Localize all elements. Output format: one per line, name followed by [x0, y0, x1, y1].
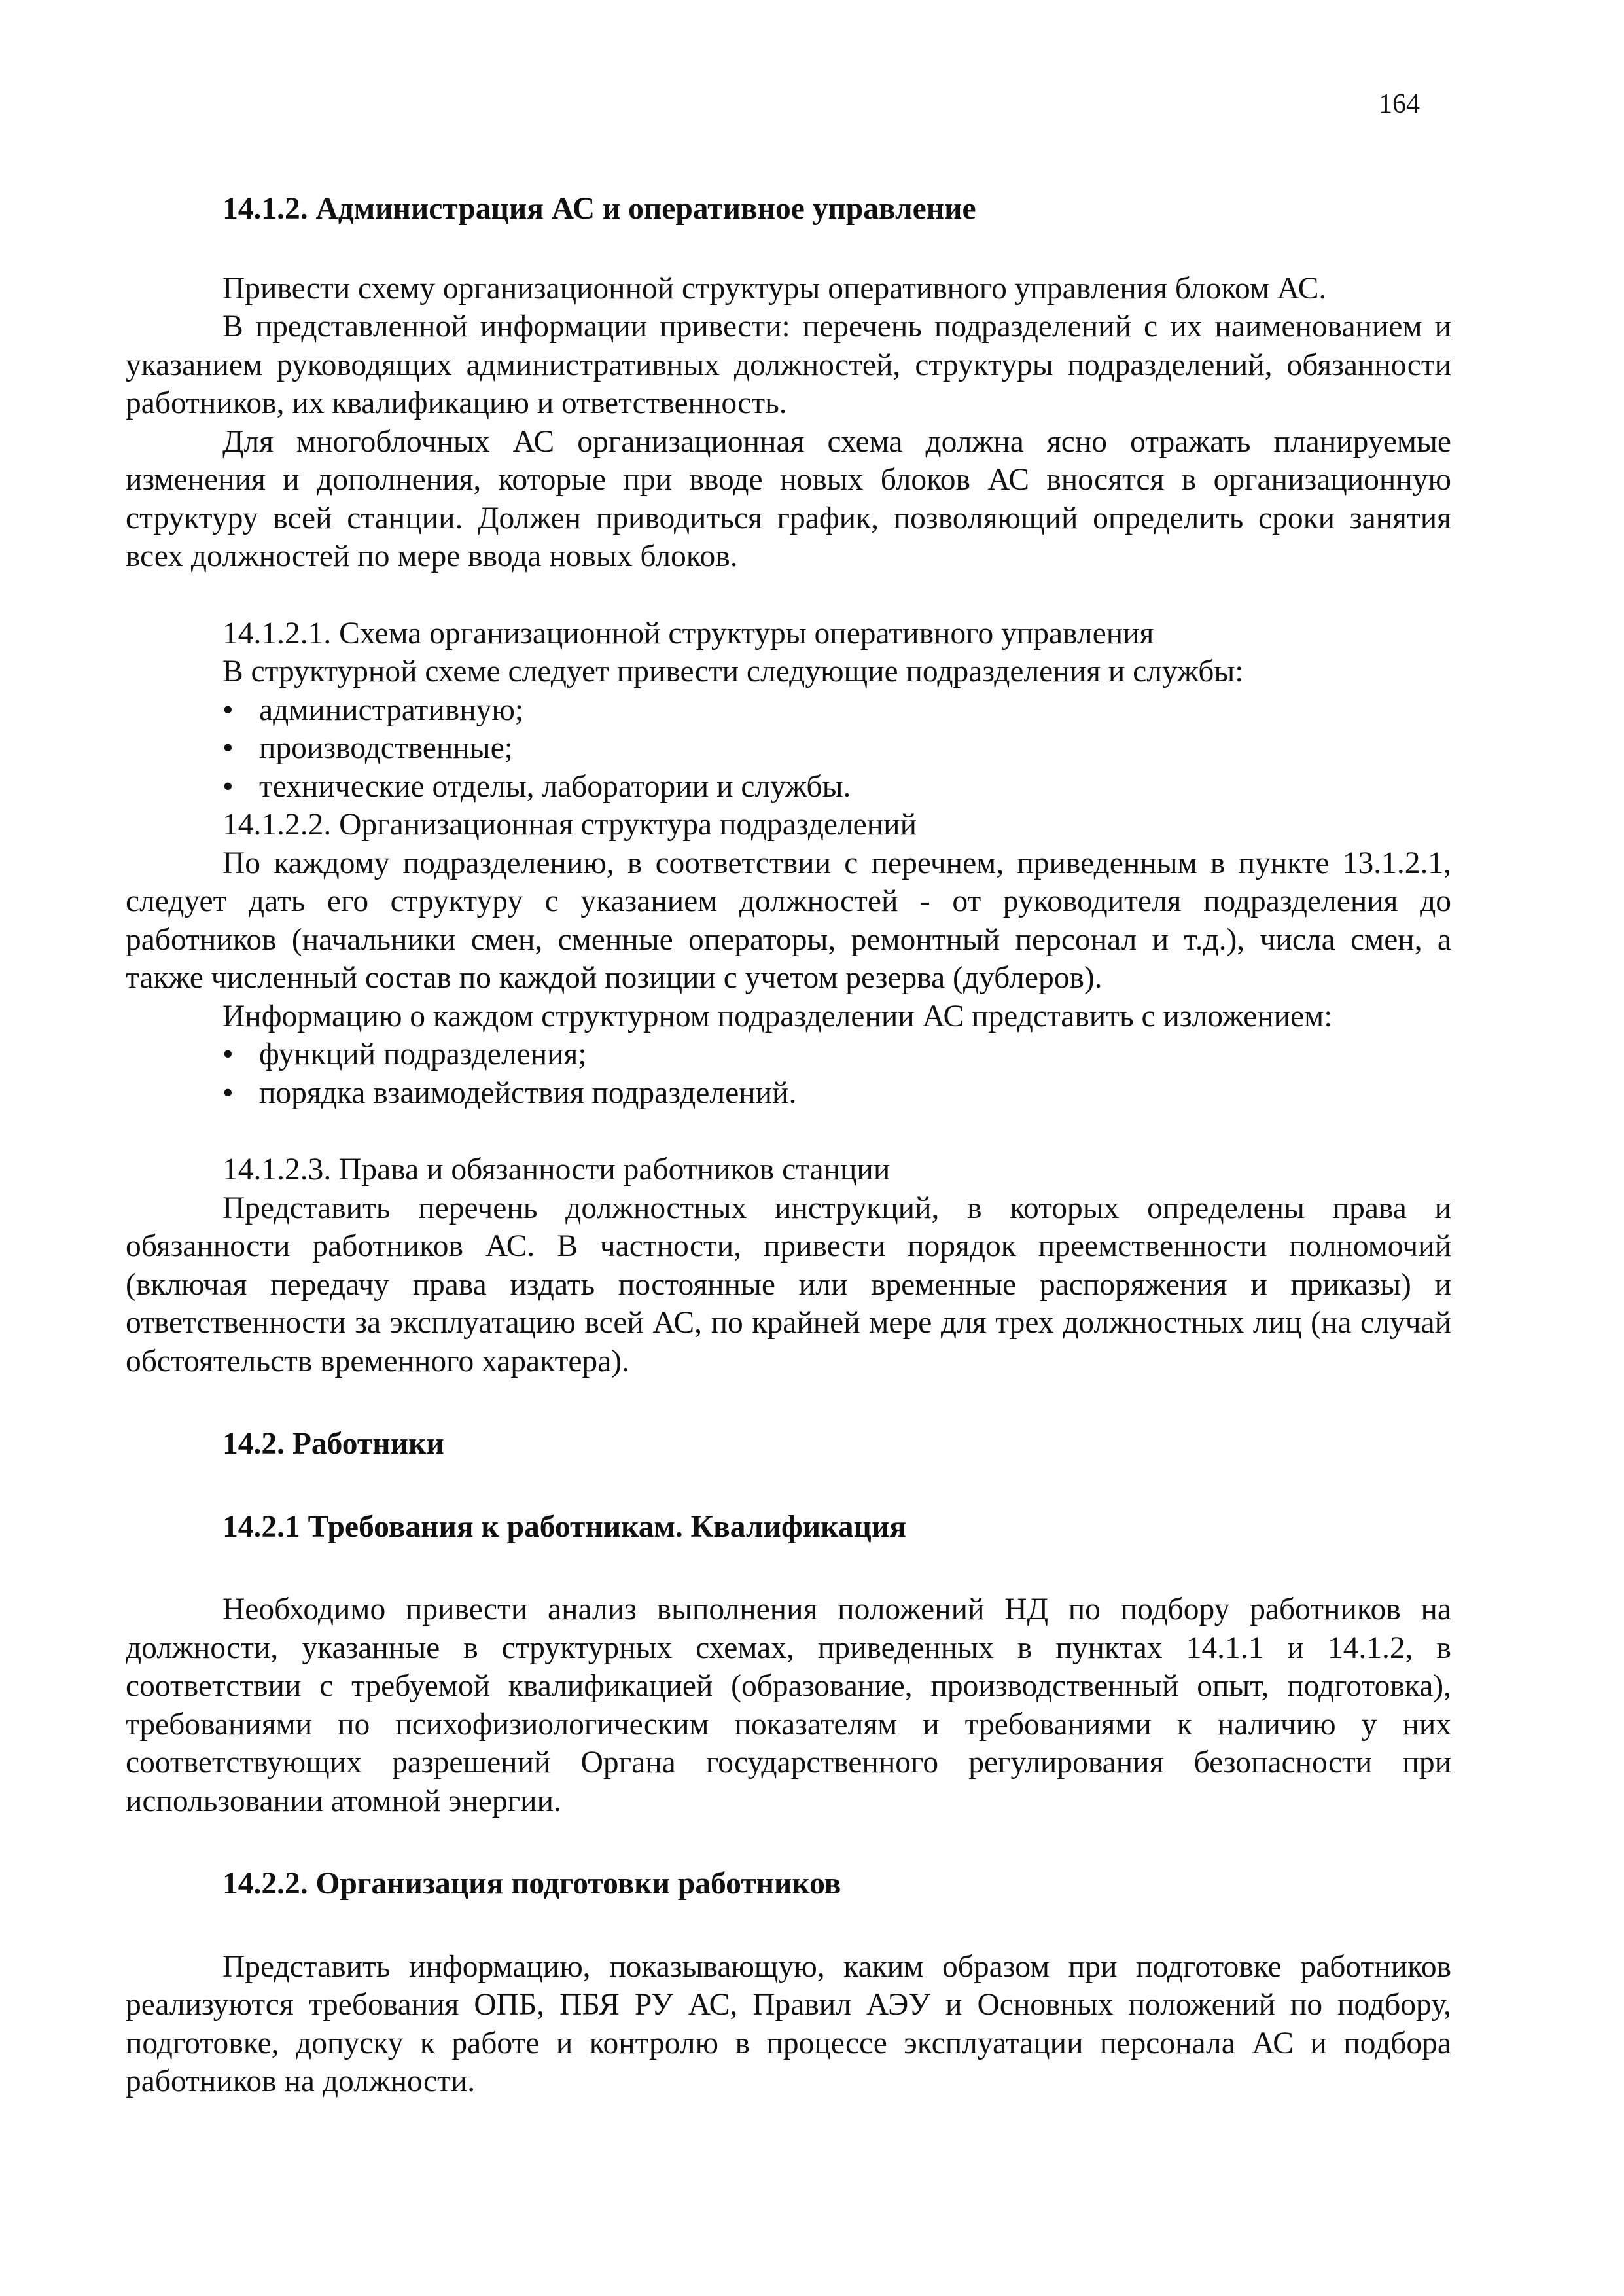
spacer: [126, 1820, 1451, 1865]
list-item: [222, 1035, 1451, 1074]
list-item: [222, 768, 1451, 806]
subsection-title-14-1-2-3: 14.1.2.3. Права и обязанности работников станции: [222, 1153, 891, 1187]
list-intro: В структурной схеме следует привести следующие подразделения и службы:: [222, 655, 1244, 689]
bullet-list: [126, 691, 1451, 806]
subsection-title-14-1-2-1: 14.1.2.1. Схема организационной структуры оперативного управления: [222, 616, 1154, 651]
list-item: [222, 1074, 1451, 1113]
document-body: [126, 190, 1451, 2101]
spacer: [126, 576, 1451, 615]
spacer: [126, 1903, 1451, 1948]
section-heading-14-1-2: 14.1.2. Администрация АС и оперативное управление: [222, 192, 976, 226]
paragraph: Представить перечень должностных инструкций, в которых определены права и обязанности работников АС. В частности, привести порядок преемственности полномочий (включая передачу права издать постоянные или временные распоряжения и приказы) и ответственности за эксплуатацию всей АС, по крайней мере для трех должностных лиц (на случай обстоятельств временного характера).: [126, 1191, 1451, 1378]
spacer: [126, 1380, 1451, 1425]
bullet-icon: •: [222, 769, 234, 804]
page-number: 164: [1379, 89, 1420, 119]
section-heading-14-2-1: 14.2.1 Требования к работникам. Квалификация: [222, 1509, 906, 1544]
paragraph: По каждому подразделению, в соответствии с перечнем, приведенным в пункте 13.1.2.1, следует дать его структуру с указанием должностей - от руководителя подразделения до работников (начальники смен, сменные операторы, ремонтный персонал и т.д.), числа смен, а также численный состав по каждой позиции с учетом резерва (дублеров).: [126, 846, 1451, 995]
paragraph: В представленной информации привести: перечень подразделений с их наименованием и указанием руководящих административных должностей, структуры подразделений, обязанности работников, их квалификацию и ответственность.: [126, 310, 1451, 420]
spacer: [126, 1112, 1451, 1151]
bullet-icon: •: [222, 731, 234, 765]
bullet-icon: •: [222, 692, 234, 727]
list-item-text: производственные;: [259, 731, 513, 765]
section-heading-14-2: 14.2. Работники: [222, 1427, 444, 1461]
bullet-icon: •: [222, 1037, 234, 1071]
subsection-title-14-1-2-2: 14.1.2.2. Организационная структура подразделений: [222, 808, 917, 842]
spacer: [126, 1463, 1451, 1508]
bullet-icon: •: [222, 1075, 234, 1110]
section-heading-14-2-2: 14.2.2. Организация подготовки работников: [222, 1867, 841, 1901]
list-item-text: административную;: [259, 692, 524, 727]
list-item-text: технические отделы, лаборатории и службы.: [259, 769, 851, 804]
list-item-text: порядка взаимодействия подразделений.: [259, 1075, 797, 1110]
bullet-list: [126, 1035, 1451, 1112]
list-item: [222, 691, 1451, 730]
paragraph: Необходимо привести анализ выполнения положений НД по подбору работников на должности, указанные в структурных схемах, приведенных в пунктах 14.1.1 и 14.1.2, в соответствии с требуемой квалификацией (образование, производственный опыт, подготовка), требованиями по психофизиологическим показателям и требованиями к наличию у них соответствующих разрешений Органа государственного регулирования безопасности при использовании атомной энергии.: [126, 1592, 1451, 1818]
paragraph: Представить информацию, показывающую, каким образом при подготовке работников реализуются требования ОПБ, ПБЯ РУ АС, Правил АЭУ и Основных положений по подбору, подготовке, допуску к работе и контролю в процессе эксплуатации персонала АС и подбора работников на должности.: [126, 1949, 1451, 2098]
list-item-text: функций подразделения;: [259, 1037, 587, 1071]
list-item: [222, 729, 1451, 768]
spacer: [126, 1546, 1451, 1590]
paragraph: Привести схему организационной структуры оперативного управления блоком АС.: [222, 271, 1327, 306]
list-intro: Информацию о каждом структурном подразделении АС представить с изложением:: [222, 999, 1333, 1033]
spacer: [126, 228, 1451, 270]
paragraph: Для многоблочных АС организационная схема должна ясно отражать планируемые изменения и дополнения, которые при вводе новых блоков АС вносятся в организационную структуру всей станции. Должен приводиться график, позволяющий определить сроки занятия всех должностей по мере ввода новых блоков.: [126, 424, 1451, 573]
